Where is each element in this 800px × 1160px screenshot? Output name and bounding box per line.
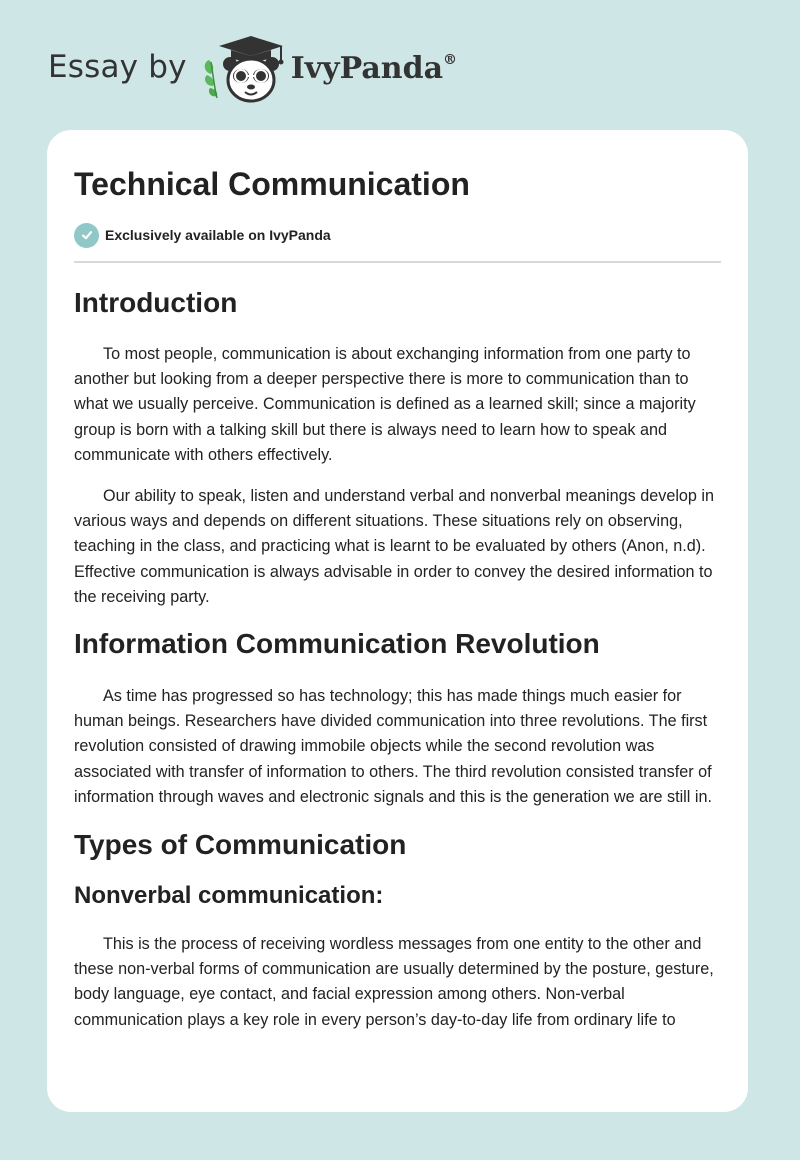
section-heading: Information Communication Revolution xyxy=(74,628,600,660)
paragraph: Our ability to speak, listen and understand verbal and nonverbal meanings develop in various ways and depends on different situations. These situations rely on observing, teaching in the class, and practicing what is learnt to be evaluated by others (Anon, n.d). Effective communication is always advisable in order to convey the desired information to the receiving party. xyxy=(74,487,715,606)
brand-prefix: Essay by xyxy=(48,49,187,85)
brand-name-text: IvyPanda xyxy=(290,50,444,86)
brand-header xyxy=(48,34,457,106)
section-heading: Introduction xyxy=(74,287,238,318)
registered-mark: ® xyxy=(443,51,458,68)
essay-card xyxy=(47,130,748,1112)
paragraph: As time has progressed so has technology; this has made things much easier for human beings. Researchers have divided communication into three revolutions. The first revolution consisted of drawing immobile objects while the second revolution was associated with transfer of information to others. The third revolution consisted transfer of information through waves and electronic signals and this is the generation we are still in. xyxy=(74,687,712,806)
panda-graduation-cap-icon xyxy=(201,34,287,106)
subsection-heading: Nonverbal communication: xyxy=(74,882,384,910)
divider xyxy=(74,261,721,263)
badge-text: Exclusively available on IvyPanda xyxy=(105,227,331,243)
paragraph: This is the process of receiving wordless messages from one entity to the other and these non-verbal forms of communication are usually determined by the posture, gesture, body language, eye contact, and facial expression among others. Non-verbal communication plays a key role in every person’s day-to-day life from ordinary life to xyxy=(74,935,714,1029)
paragraph: To most people, communication is about exchanging information from one party to another but looking from a deeper perspective there is more to communication than to what we usually perceive. Communication is defined as a learned skill; since a majority group is born with a talking skill but there is always need to learn how to speak and communicate with others effectively. xyxy=(74,345,696,464)
page-title: Technical Communication xyxy=(74,166,470,202)
exclusive-badge xyxy=(74,222,721,248)
leaf-icon xyxy=(204,60,216,98)
section-heading: Types of Communication xyxy=(74,829,407,861)
checkmark-icon xyxy=(74,223,99,248)
brand-name xyxy=(291,51,457,86)
